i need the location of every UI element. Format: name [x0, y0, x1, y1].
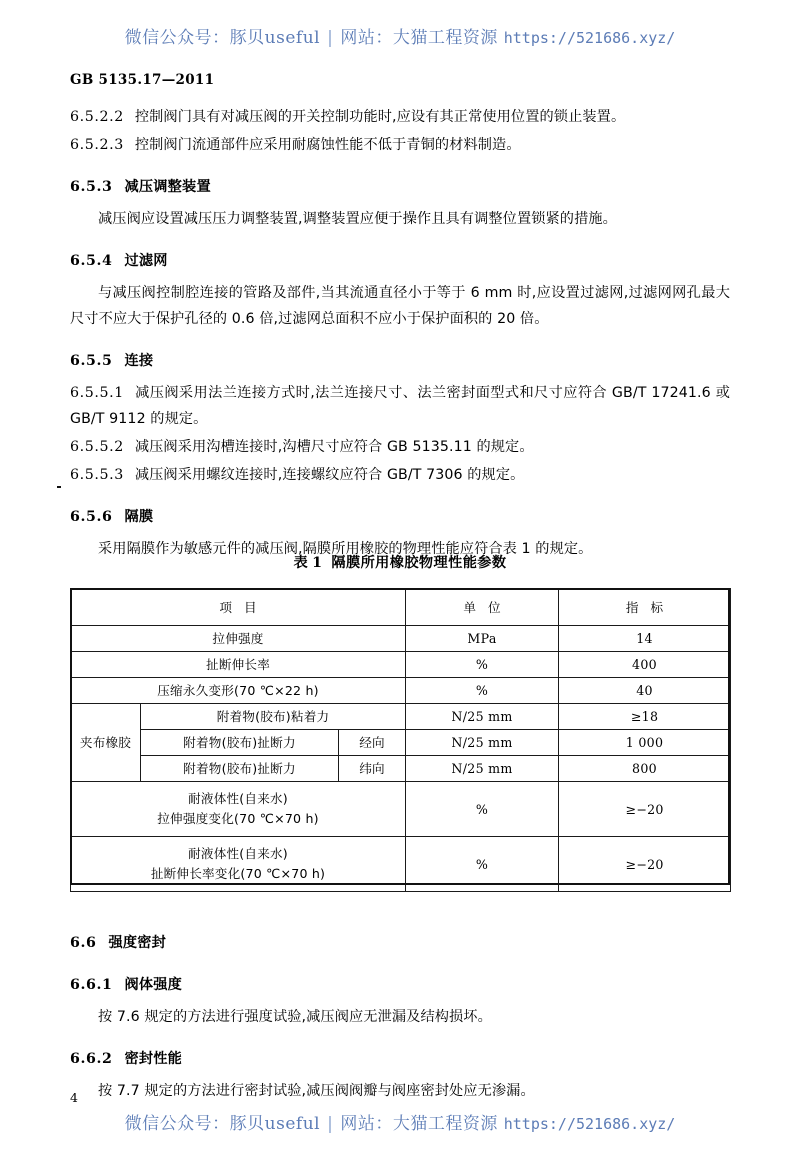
heading-6-6-1-title: 阀体强度	[124, 977, 183, 993]
body-content-lower	[70, 930, 730, 1106]
table-cell-item-multiline	[71, 782, 406, 837]
paragraph-6-6-1: 按 7.6 规定的方法进行强度试验,减压阀应无泄漏及结构损坏。	[98, 1009, 492, 1025]
standard-number-header: GB 5135.17—2011	[70, 72, 215, 88]
watermark-bottom	[0, 1109, 800, 1134]
clause-6-5-2-2-number: 6.5.2.2	[70, 109, 124, 125]
heading-6-6	[70, 930, 730, 956]
heading-6-6-2-title: 密封性能	[124, 1051, 183, 1067]
table-cell-item: 附着物(胶布)粘着力	[141, 704, 406, 730]
table-caption-number: 1	[312, 555, 323, 571]
clause-6-5-5-2	[70, 434, 730, 460]
paragraph-6-5-6: 采用隔膜作为敏感元件的减压阀,隔膜所用橡胶的物理性能应符合表 1 的规定。	[98, 541, 593, 557]
clause-6-5-5-3-text: 减压阀采用螺纹连接时,连接螺纹应符合 GB/T 7306 的规定。	[134, 467, 525, 483]
clause-6-5-5-1	[70, 380, 730, 432]
table-cell-unit: MPa	[406, 626, 559, 652]
table-row	[71, 756, 731, 782]
heading-6-5-3	[70, 174, 730, 200]
table-caption-title: 隔膜所用橡胶物理性能参数	[331, 555, 507, 571]
clause-6-5-5-1-number: 6.5.5.1	[70, 385, 124, 401]
table-cell-group-label: 夹布橡胶	[71, 704, 141, 782]
table-cell-item: 拉伸强度	[71, 626, 406, 652]
table-header-index: 指 标	[559, 589, 731, 626]
paragraph-6-6-2: 按 7.7 规定的方法进行密封试验,减压阀阀瓣与阀座密封处应无渗漏。	[98, 1083, 535, 1099]
clause-6-5-5-3-number: 6.5.5.3	[70, 467, 124, 483]
heading-6-5-6-title: 隔膜	[124, 509, 154, 525]
heading-6-5-4-number: 6.5.4	[70, 253, 113, 269]
table-cell-item-line2: 扯断伸长率变化(70 ℃×70 h)	[150, 866, 326, 881]
table-cell-unit: %	[406, 837, 559, 892]
clause-6-5-2-3-text: 控制阀门流通部件应采用耐腐蚀性能不低于青铜的材料制造。	[134, 137, 521, 153]
watermark-site-value: 大猫工程资源	[392, 1114, 498, 1134]
table-cell-item: 压缩永久变形(70 ℃×22 h)	[71, 678, 406, 704]
heading-6-6-number: 6.6	[70, 935, 97, 951]
table-row	[71, 837, 731, 892]
table-cell-unit: %	[406, 782, 559, 837]
table-cell-index: ≥−20	[559, 782, 731, 837]
table-1-caption	[0, 552, 800, 572]
clause-6-5-5-1-text: 减压阀采用法兰连接方式时,法兰连接尺寸、法兰密封面型式和尺寸应符合 GB/T 17241.6 或 GB/T 9112 的规定。	[70, 385, 730, 427]
table-cell-index: 800	[559, 756, 731, 782]
table-cell-index: ≥−20	[559, 837, 731, 892]
table-row	[71, 652, 731, 678]
watermark-top	[0, 23, 800, 48]
table-row	[71, 678, 731, 704]
table-caption-label: 表	[293, 555, 309, 571]
watermark-wechat-value: 豚贝useful	[229, 28, 321, 48]
table-cell-unit: %	[406, 678, 559, 704]
table-row	[71, 730, 731, 756]
heading-6-5-5-title: 连接	[124, 353, 154, 369]
table-cell-item: 扯断伸长率	[71, 652, 406, 678]
heading-6-5-4	[70, 248, 730, 274]
watermark-wechat-label: 微信公众号：	[124, 28, 230, 48]
paragraph-6-5-4: 与减压阀控制腔连接的管路及部件,当其流通直径小于等于 6 mm 时,应设置过滤网,过滤网网孔最大尺寸不应大于保护孔径的 0.6 倍,过滤网总面积不应小于保护面积的 20 倍。	[70, 285, 730, 327]
table-cell-unit: %	[406, 652, 559, 678]
scan-margin-mark	[57, 486, 61, 488]
heading-6-5-5	[70, 348, 730, 374]
table-cell-item-multiline	[71, 837, 406, 892]
watermark-site-label: 网站：	[340, 28, 393, 48]
heading-6-6-2	[70, 1046, 730, 1072]
watermark-wechat-label: 微信公众号：	[124, 1114, 230, 1134]
heading-6-5-5-number: 6.5.5	[70, 353, 113, 369]
clause-6-5-2-3	[70, 132, 730, 158]
table-row	[71, 704, 731, 730]
table-cell-index: 1 000	[559, 730, 731, 756]
table-cell-item: 附着物(胶布)扯断力	[141, 756, 339, 782]
heading-6-6-1-number: 6.6.1	[70, 977, 113, 993]
table-cell-index: 40	[559, 678, 731, 704]
table-header-item: 项 目	[71, 589, 406, 626]
table-header-unit: 单 位	[406, 589, 559, 626]
clause-6-5-2-2-text: 控制阀门具有对减压阀的开关控制功能时,应设有其正常使用位置的锁止装置。	[134, 109, 626, 125]
table-cell-index: ≥18	[559, 704, 731, 730]
table-cell-index: 400	[559, 652, 731, 678]
watermark-wechat-value: 豚贝useful	[229, 1114, 321, 1134]
table-cell-item-line1: 耐液体性(自来水)	[188, 846, 288, 861]
clause-6-5-2-3-number: 6.5.2.3	[70, 137, 124, 153]
table-row	[71, 626, 731, 652]
table-cell-index: 14	[559, 626, 731, 652]
table-rubber-properties	[70, 588, 731, 892]
body-content	[70, 104, 730, 564]
table-cell-item-line2: 拉伸强度变化(70 ℃×70 h)	[157, 811, 319, 826]
table-cell-unit: N/25 mm	[406, 730, 559, 756]
table-cell-item: 附着物(胶布)扯断力	[141, 730, 339, 756]
clause-6-5-5-2-number: 6.5.5.2	[70, 439, 124, 455]
clause-6-5-2-2	[70, 104, 730, 130]
heading-6-6-2-number: 6.6.2	[70, 1051, 113, 1067]
heading-6-5-6	[70, 504, 730, 530]
watermark-site-value: 大猫工程资源	[392, 28, 498, 48]
table-cell-item-line1: 耐液体性(自来水)	[188, 791, 288, 806]
watermark-url: https://521686.xyz/	[503, 1115, 676, 1133]
watermark-separator: |	[327, 28, 334, 48]
heading-6-6-title: 强度密封	[108, 935, 167, 951]
clause-6-5-5-2-text: 减压阀采用沟槽连接时,沟槽尺寸应符合 GB 5135.11 的规定。	[134, 439, 534, 455]
heading-6-5-3-number: 6.5.3	[70, 179, 113, 195]
heading-6-5-3-title: 减压调整装置	[124, 179, 211, 195]
watermark-url: https://521686.xyz/	[503, 29, 676, 47]
clause-6-5-5-3	[70, 462, 730, 488]
watermark-site-label: 网站：	[340, 1114, 393, 1134]
paragraph-6-5-3: 减压阀应设置减压压力调整装置,调整装置应便于操作且具有调整位置锁紧的措施。	[98, 211, 617, 227]
table-row	[71, 782, 731, 837]
table-cell-direction: 经向	[339, 730, 406, 756]
table-cell-unit: N/25 mm	[406, 704, 559, 730]
table-header-row	[71, 589, 731, 626]
table-cell-unit: N/25 mm	[406, 756, 559, 782]
heading-6-5-4-title: 过滤网	[124, 253, 168, 269]
page-number: 4	[70, 1090, 78, 1105]
table-cell-direction: 纬向	[339, 756, 406, 782]
heading-6-6-1	[70, 972, 730, 998]
heading-6-5-6-number: 6.5.6	[70, 509, 113, 525]
watermark-separator: |	[327, 1114, 334, 1134]
